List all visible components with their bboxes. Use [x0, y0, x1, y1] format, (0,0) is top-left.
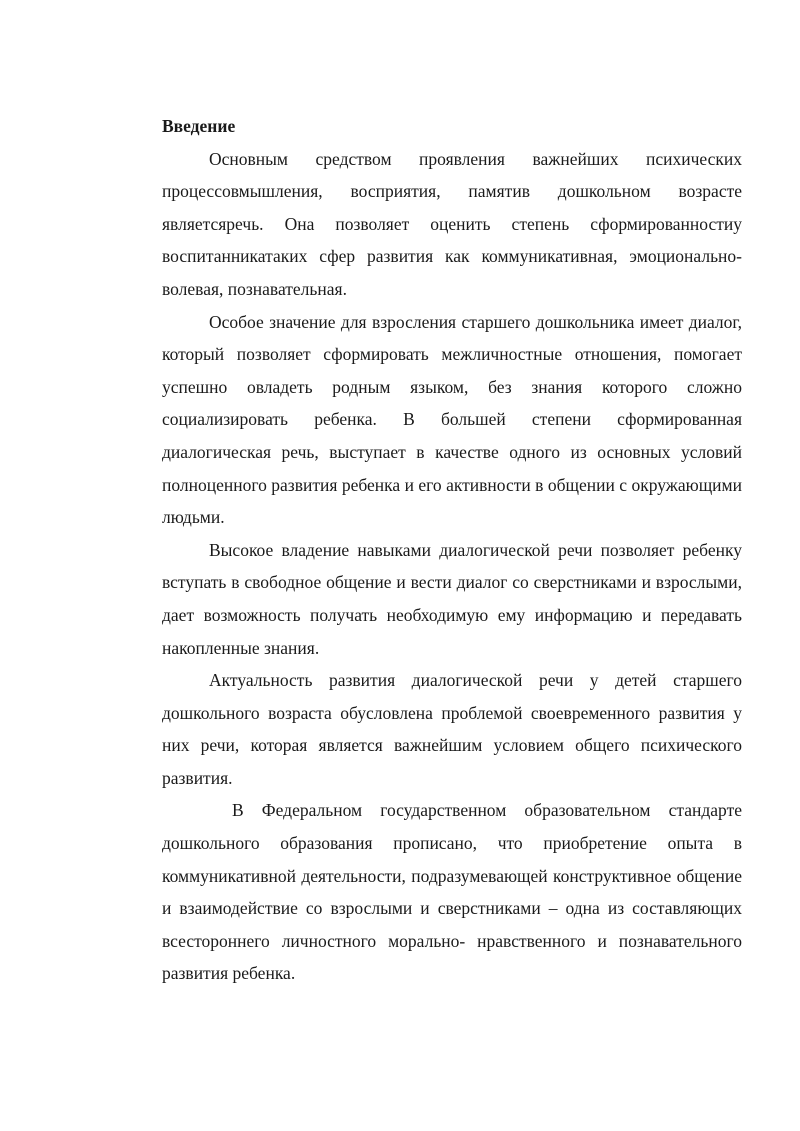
text-line: социализировать ребенка. В большей степени сформированная	[162, 409, 742, 430]
text-line: Высокое владение навыками диалогической речи позволяет ребенку	[209, 539, 742, 560]
text-line: людьми.	[162, 507, 225, 528]
text-line: развития ребенка.	[162, 963, 296, 984]
text-line: являетсяречь. Она позволяет оценить степень сформированностиу	[162, 213, 742, 234]
text-line: диалогическая речь, выступает в качестве одного из основных условий	[162, 441, 742, 462]
paragraph-5	[115, 794, 742, 990]
text-line: и взаимодействие со взрослыми и сверстниками – одна из составляющих	[162, 898, 742, 919]
text-line: дает возможность получать необходимую ему информацию и передавать	[162, 604, 742, 625]
text-line: всестороннего личностного морально- нравственного и познавательного	[162, 930, 742, 951]
document-body	[115, 110, 742, 990]
text-line: успешно овладеть родным языком, без знания которого сложно	[162, 376, 742, 397]
paragraph-1	[115, 143, 742, 306]
text-line: накопленные знания.	[162, 637, 320, 658]
text-line: вступать в свободное общение и вести диалог со сверстниками и взрослыми,	[162, 572, 742, 593]
paragraph-2	[115, 306, 742, 534]
text-line: дошкольного возраста обусловлена проблемой своевременного развития у	[162, 702, 742, 723]
text-line: развития.	[162, 767, 233, 788]
section-heading: Введение	[162, 116, 236, 136]
paragraph-4	[115, 664, 742, 794]
text-line: полноценного развития ребенка и его активности в общении с окружающими	[162, 474, 742, 495]
text-line: волевая, познавательная.	[162, 278, 347, 299]
text-line: воспитанникатаких сфер развития как коммуникативная, эмоционально-	[162, 246, 742, 267]
text-line: Особое значение для взросления старшего дошкольника имеет диалог,	[209, 311, 742, 332]
text-line: них речи, которая является важнейшим условием общего психического	[162, 735, 742, 756]
text-line: Основным средством проявления важнейших психических	[209, 148, 742, 169]
text-line: дошкольного образования прописано, что приобретение опыта в	[162, 833, 742, 854]
text-line: Актуальность развития диалогической речи у детей старшего	[209, 670, 742, 691]
paragraph-3	[115, 534, 742, 664]
text-line: коммуникативной деятельности, подразумевающей конструктивное общение	[162, 865, 742, 886]
text-line: который позволяет сформировать межличностные отношения, помогает	[162, 344, 742, 365]
text-line: В Федеральном государственном образовательном стандарте	[232, 800, 742, 821]
text-line: процессовмышления, восприятия, памятив дошкольном возрасте	[162, 181, 742, 202]
